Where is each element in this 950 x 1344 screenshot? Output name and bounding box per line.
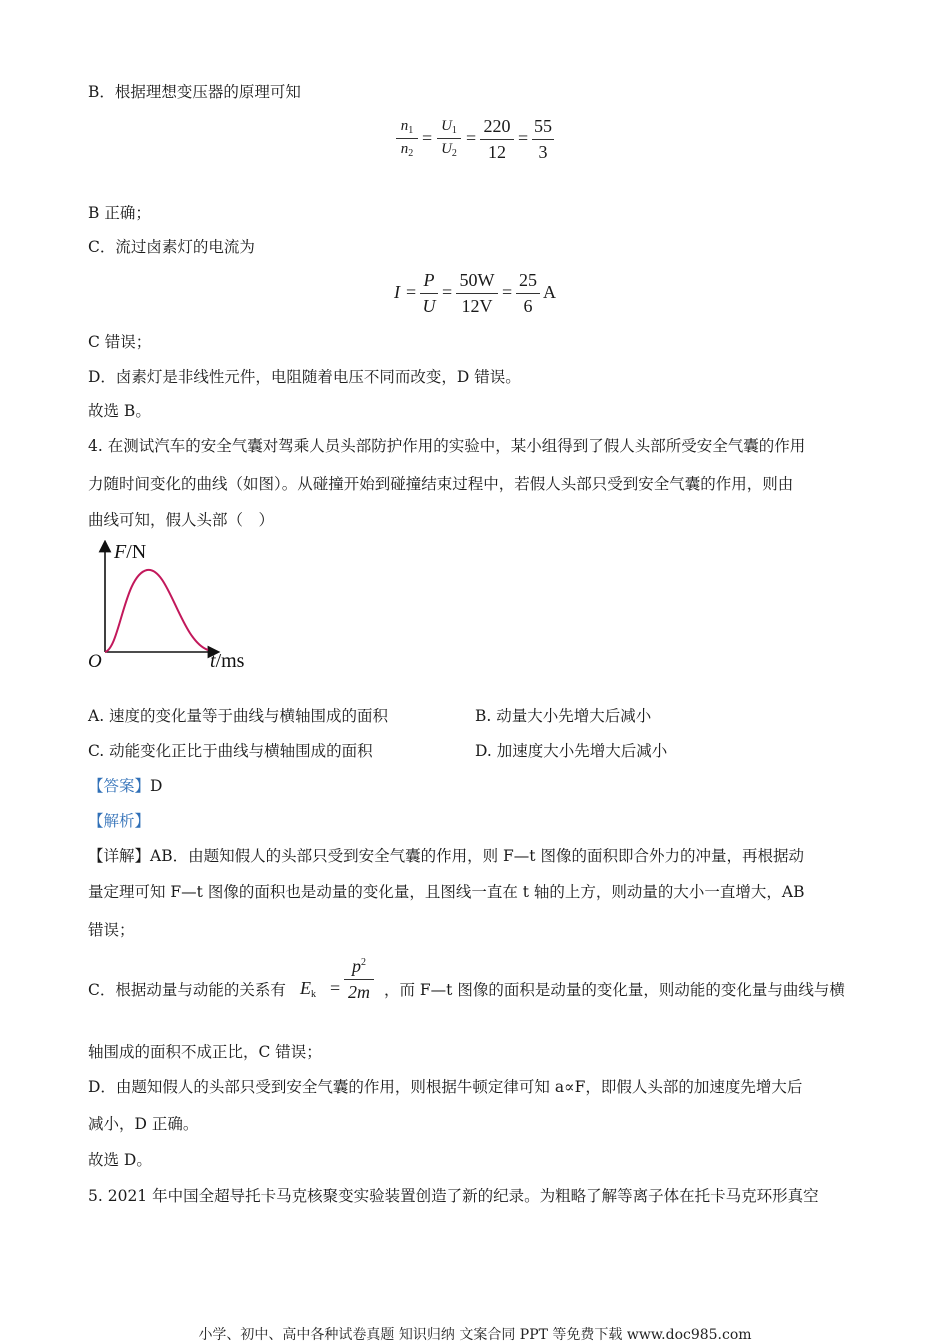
choose-d: 故选 D。	[88, 1151, 152, 1169]
choose-b: 故选 B。	[88, 402, 151, 420]
force-curve	[105, 570, 208, 652]
option-c-conclusion: C 错误；	[88, 333, 152, 351]
detail-line-3: 错误；	[88, 921, 135, 939]
option-d: D. 加速度大小先增大后减小	[475, 742, 668, 760]
detail-c-pre: C．根据动量与动能的关系有	[88, 981, 286, 999]
detail-line-1: 【详解】AB．由题知假人的头部只受到安全气囊的作用，则 F—t 图像的面积即合外力的冲量，再根据动	[88, 847, 804, 865]
y-axis-label: F/N	[114, 541, 147, 563]
detail-tag: 【详解】	[88, 847, 151, 865]
option-b: B. 动量大小先增大后减小	[475, 707, 652, 725]
option-b-intro: B．根据理想变压器的原理可知	[88, 83, 301, 101]
option-a: A. 速度的变化量等于曲线与横轴围成的面积	[88, 707, 389, 725]
detail-d-line-2: 减小，D 正确。	[88, 1115, 199, 1133]
x-axis-label: t/ms	[210, 650, 245, 672]
page-footer: 小学、初中、高中各种试卷真题 知识归纳 文案合同 PPT 等免费下载 www.doc985.com	[198, 1327, 752, 1343]
option-b-conclusion: B 正确；	[88, 204, 151, 222]
answer-line	[88, 776, 162, 796]
detail-d-line-1: D．由题知假人的头部只受到安全气囊的作用，则根据牛顿定律可知 a∝F，即假人头部的加速度先增大后	[88, 1078, 803, 1096]
question-4-line-2: 力随时间变化的曲线（如图）。从碰撞开始到碰撞结束过程中，若假人头部只受到安全气囊的作用，则由	[88, 475, 794, 493]
option-d-line: D．卤素灯是非线性元件，电阻随着电压不同而改变，D 错误。	[88, 368, 521, 386]
question-4-line-3: 曲线可知，假人头部（ ）	[88, 511, 275, 529]
option-c-intro: C．流过卤素灯的电流为	[88, 238, 255, 256]
question-5-line-1: 5. 2021 年中国全超导托卡马克核聚变实验装置创造了新的纪录。为粗略了解等离子体在托卡马克环形真空	[88, 1187, 819, 1205]
answer-value: D	[150, 777, 163, 795]
force-time-figure	[84, 540, 264, 675]
question-4-line-1: 4. 在测试汽车的安全气囊对驾乘人员头部防护作用的实验中，某小组得到了假人头部所受安全气囊的作用	[88, 437, 806, 455]
detail-c-line-2: 轴围成的面积不成正比，C 错误；	[88, 1043, 322, 1061]
origin-label: O	[88, 651, 102, 672]
answer-tag: 【答案】	[88, 777, 151, 795]
option-c: C. 动能变化正比于曲线与横轴围成的面积	[88, 742, 373, 760]
detail-c-post: ，而 F—t 图像的面积是动量的变化量，则动能的变化量与曲线与横	[384, 981, 845, 999]
analysis-tag: 【解析】	[88, 812, 151, 830]
detail-line-2: 量定理可知 F—t 图像的面积也是动量的变化量，且图线一直在 t 轴的上方，则动量的大小一直增大，AB	[88, 883, 805, 901]
